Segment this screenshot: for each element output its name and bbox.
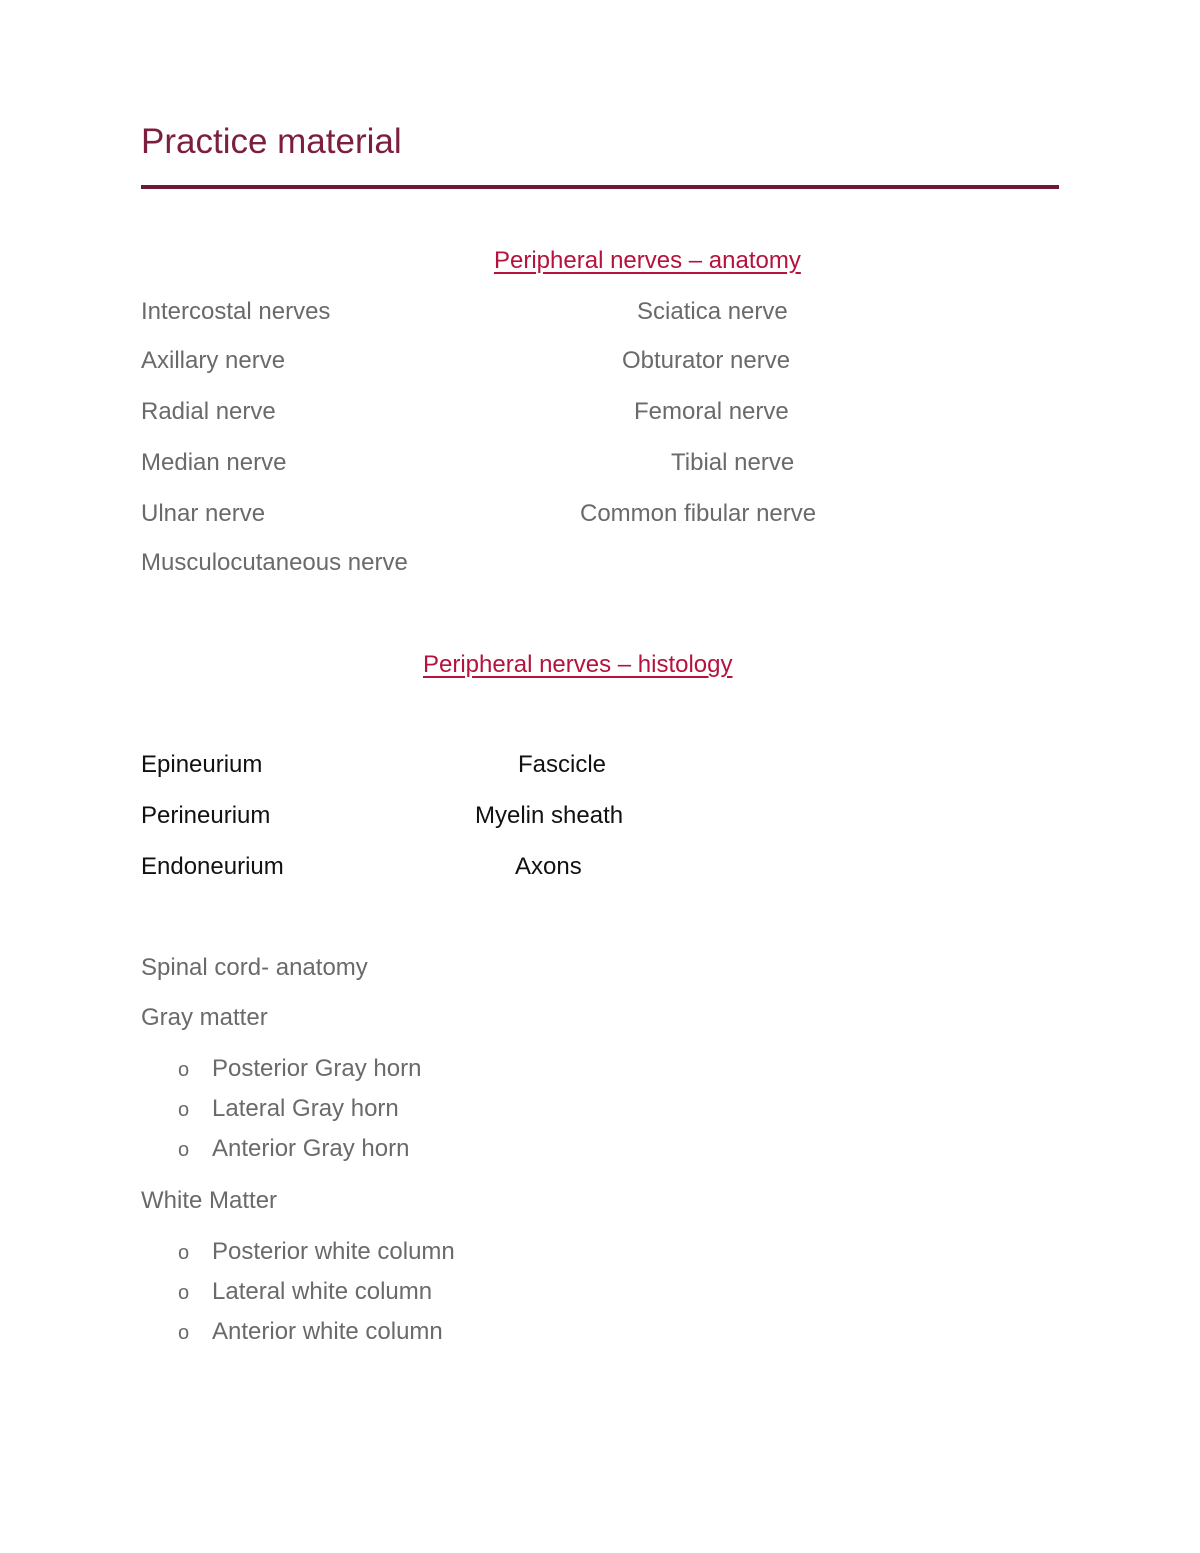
gray-matter-item: Anterior Gray horn [212,1135,410,1162]
anatomy-right-item: Common fibular nerve [580,500,817,527]
gray-matter-item: Posterior Gray horn [212,1055,422,1082]
white-matter-item: Lateral white column [212,1278,433,1305]
white-matter-item: Anterior white column [212,1318,443,1345]
anatomy-left-item: Radial nerve [141,398,276,425]
list-bullet: o [178,1099,190,1121]
list-bullet: o [178,1322,190,1344]
histology-right-item: Fascicle [518,751,607,778]
histology-left-item: Endoneurium [141,853,284,880]
anatomy-right-item: Femoral nerve [634,398,789,425]
histology-left-item: Perineurium [141,802,271,829]
list-bullet: o [178,1242,190,1264]
gray-matter-label: Gray matter [141,1004,268,1031]
spinal-heading: Spinal cord- anatomy [141,954,368,981]
title-rule [141,185,1059,189]
anatomy-right-item: Obturator nerve [622,347,791,374]
white-matter-label: White Matter [141,1187,278,1214]
histology-right-item: Myelin sheath [475,802,624,829]
list-bullet: o [178,1139,190,1161]
histology-heading: Peripheral nerves – histology [423,651,733,678]
list-bullet: o [178,1059,190,1081]
histology-left-item: Epineurium [141,751,263,778]
gray-matter-item: Lateral Gray horn [212,1095,399,1122]
page-title: Practice material [141,122,402,161]
anatomy-left-item: Musculocutaneous nerve [141,549,408,576]
list-bullet: o [178,1282,190,1304]
histology-right-item: Axons [515,853,582,880]
anatomy-heading: Peripheral nerves – anatomy [494,247,801,274]
anatomy-left-item: Median nerve [141,449,287,476]
anatomy-left-item: Intercostal nerves [141,298,331,325]
white-matter-item: Posterior white column [212,1238,455,1265]
anatomy-left-item: Axillary nerve [141,347,286,374]
anatomy-right-item: Sciatica nerve [637,298,788,325]
anatomy-left-item: Ulnar nerve [141,500,266,527]
anatomy-right-item: Tibial nerve [671,449,795,476]
